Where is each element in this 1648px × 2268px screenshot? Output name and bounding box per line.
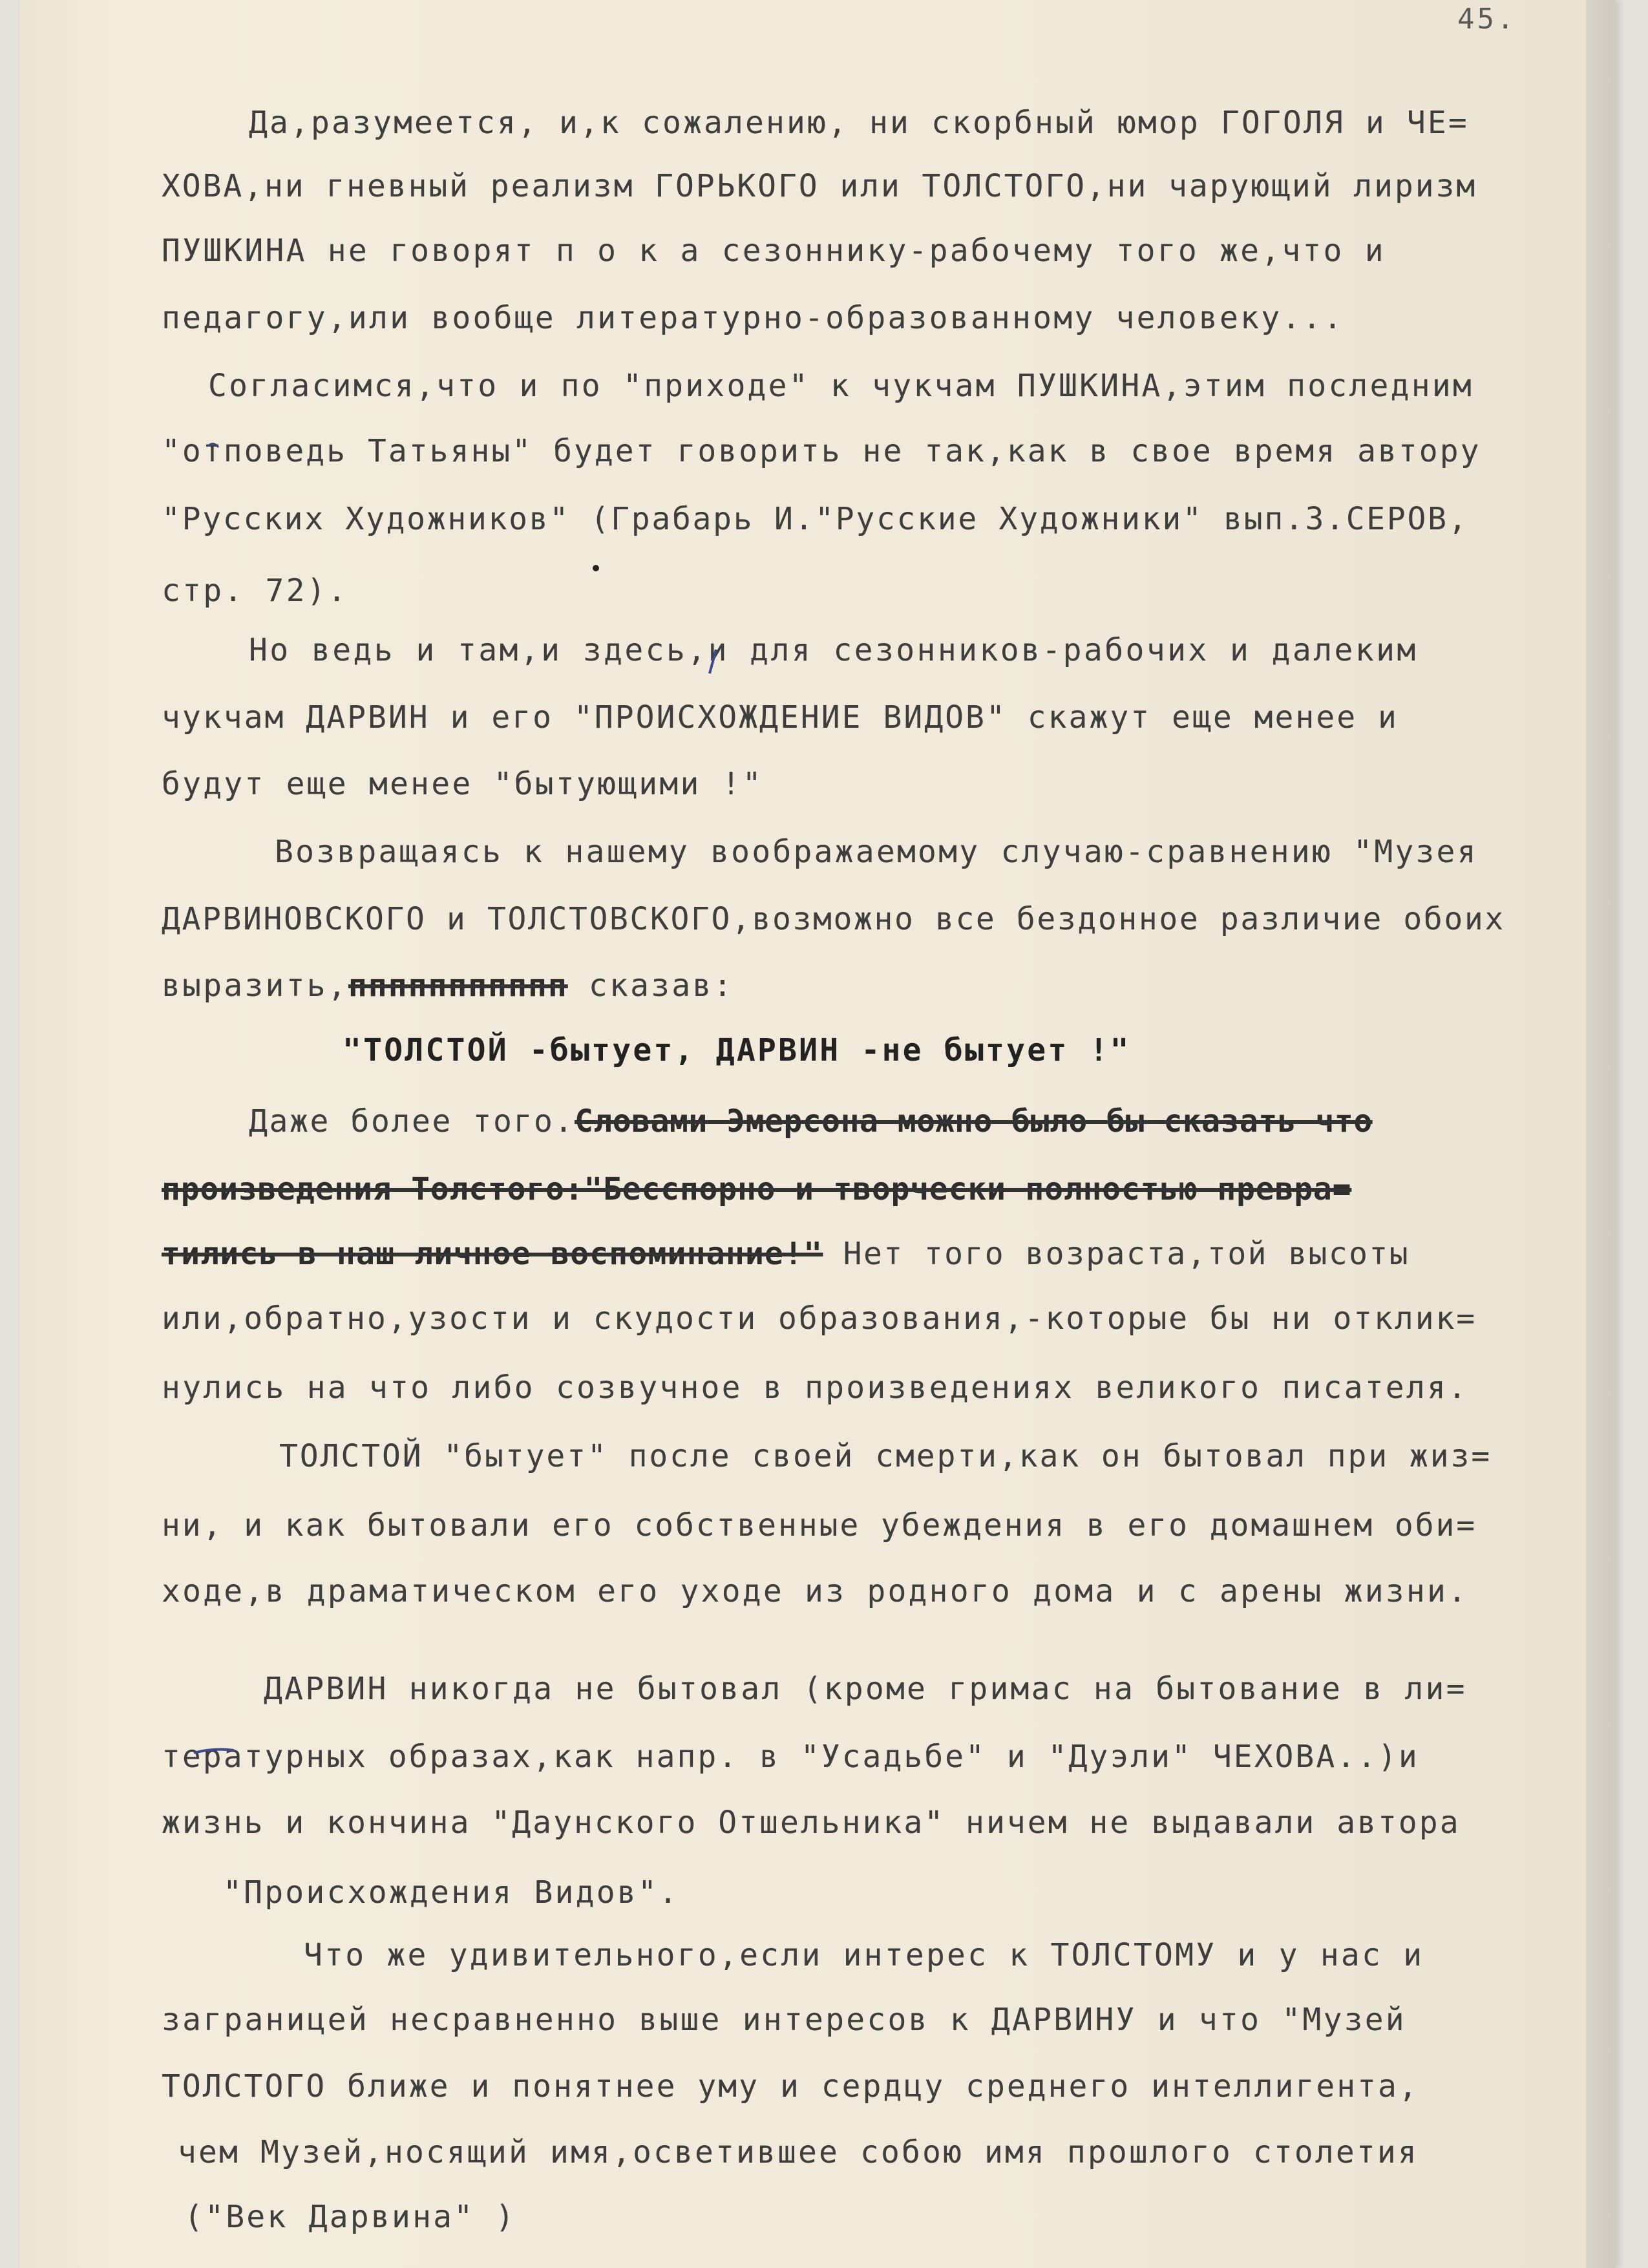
- text-line: тературных образах,как напр. в "Усадьбе" и "Дуэли" ЧЕХОВА..)и: [162, 1739, 1419, 1775]
- text-line: ТОЛСТОГО ближе и понятнее уму и сердцу среднего интеллигента,: [162, 2068, 1419, 2104]
- text-line: ХОВА,ни гневный реализм ГОРЬКОГО или ТОЛСТОГО,ни чарующий лиризм: [162, 168, 1477, 204]
- text-line: Что же удивительного,если интерес к ТОЛСТОМУ и у нас и: [304, 1937, 1424, 1973]
- text-line: ПУШКИНА не говорят п о к а сезоннику-рабочему того же,что и: [162, 233, 1386, 269]
- text-line: стр. 72).: [162, 573, 348, 609]
- text-line: будут еще менее "бытующими !": [162, 766, 763, 802]
- typed-text: выразить,: [162, 968, 348, 1004]
- struck-out-text: Словами Эмерсона можно было бы сказать что: [574, 1103, 1373, 1139]
- text-line: ходе,в драматическом его уходе из родного дома и с арены жизни.: [162, 1573, 1469, 1609]
- text-line: чем Музей,носящий имя,осветившее собою имя прошлого столетия: [178, 2134, 1419, 2170]
- text-line: ТОЛСТОЙ "бытует" после своей смерти,как он бытовал при жиз=: [279, 1438, 1492, 1474]
- text-line: ни, и как бытовали его собственные убеждения в его домашнем оби=: [162, 1507, 1477, 1543]
- text-line: ("Век Дарвина" ): [184, 2199, 516, 2235]
- pen-correction-mark: [194, 1750, 234, 1753]
- text-line: Но ведь и там,и здесь,и для сезонников-рабочих и далеким: [249, 632, 1418, 668]
- pen-correction-mark: [208, 443, 218, 447]
- text-line: педагогу,или вообще литературно-образованному человеку...: [162, 300, 1344, 336]
- typed-text: Нет того возраста,той высоты: [823, 1236, 1410, 1272]
- text-line: жизнь и кончина "Даунского Отшельника" ничем не выдавали автора: [162, 1805, 1461, 1841]
- ink-dot: [593, 565, 599, 571]
- text-line: "отповедь Татьяны" будет говорить не так,как в свое время автору: [162, 433, 1481, 469]
- text-line: Возвращаясь к нашему воображаемому случаю-сравнению "Музея: [275, 834, 1478, 870]
- text-line: чукчам ДАРВИН и его "ПРОИСХОЖДЕНИЕ ВИДОВ" скажут еще менее и: [162, 699, 1399, 736]
- text-line: ДАРВИНОВСКОГО и ТОЛСТОВСКОГО,возможно все бездонное различие обоих: [162, 901, 1505, 937]
- pen-comma-mark: [710, 650, 716, 673]
- struck-out-text: ппппппппппп: [348, 968, 568, 1004]
- text-line: или,обратно,узости и скудости образования,-которые бы ни отклик=: [162, 1300, 1477, 1337]
- emphasized-quote: "ТОЛСТОЙ -бытует, ДАРВИН -не бытует !": [343, 1032, 1131, 1068]
- text-line: Да,разумеется, и,к сожалению, ни скорбный юмор ГОГОЛЯ и ЧЕ=: [249, 105, 1469, 141]
- typed-text: Даже более того.: [249, 1103, 575, 1139]
- text-line: нулись на что либо созвучное в произведениях великого писателя.: [162, 1370, 1469, 1406]
- typed-text: сказав:: [567, 968, 734, 1004]
- struck-out-text: произведения Толстого:"Бесспорно и творчески полностью превра=: [162, 1171, 1352, 1207]
- text-line: "Русских Художников" (Грабарь И."Русские Художники" вып.3.СЕРОВ,: [162, 501, 1469, 537]
- text-line: "Происхождения Видов".: [223, 1874, 680, 1911]
- struck-out-text: тились в наш личное воспоминание!": [162, 1236, 823, 1272]
- text-line: заграницей несравненно выше интересов к ДАРВИНУ и что "Музей: [162, 2002, 1406, 2038]
- text-line: Согласимся,что и по "приходе" к чукчам ПУШКИНА,этим последним: [208, 368, 1474, 404]
- page-number: 45.: [1457, 3, 1517, 36]
- text-line: ДАРВИН никогда не бытовал (кроме гримас на бытование в ли=: [264, 1671, 1467, 1707]
